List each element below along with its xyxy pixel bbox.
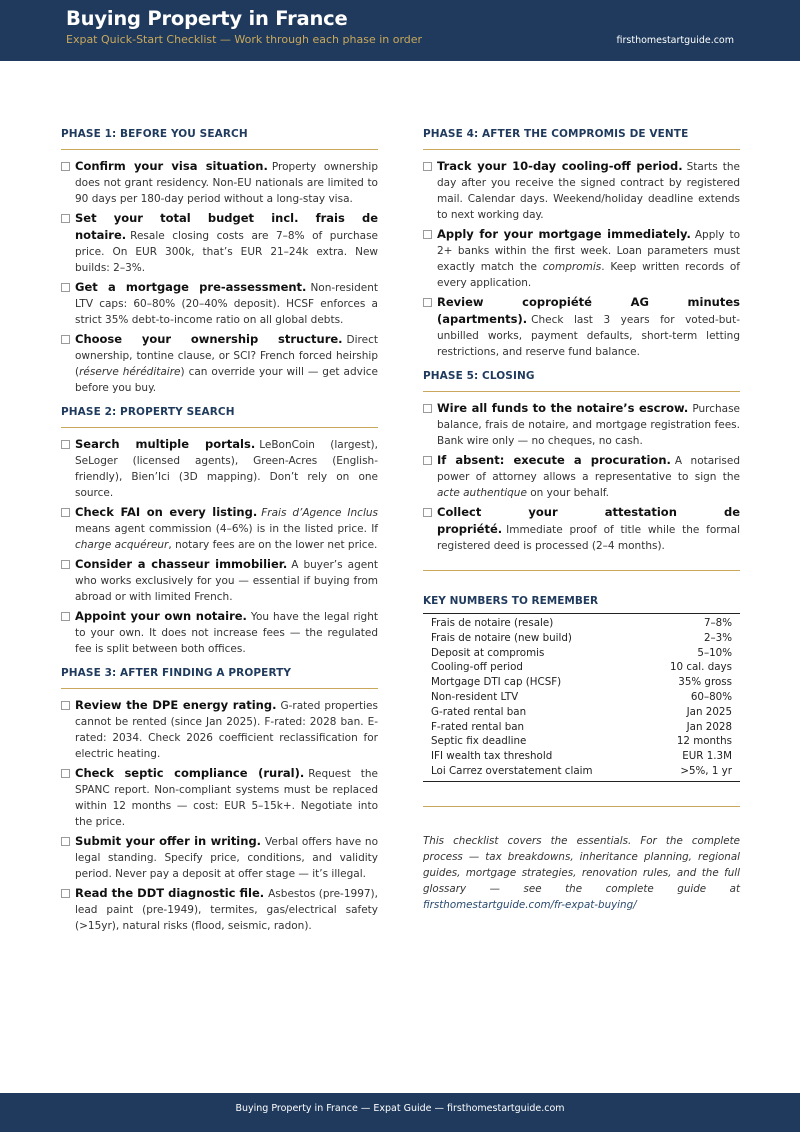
key-number-row xyxy=(423,631,740,646)
checklist-item-text xyxy=(75,885,378,934)
key-number-value: 10 cal. days xyxy=(669,661,732,674)
right-column xyxy=(423,128,740,913)
checklist-item-title: Apply for your mortgage immediately. xyxy=(437,227,691,241)
checkbox[interactable] xyxy=(61,162,70,171)
checklist-item xyxy=(423,400,740,449)
key-number-row xyxy=(423,720,740,735)
checkbox[interactable] xyxy=(61,889,70,898)
checklist-item-description: Property ownership does not grant residency. Non-EU nationals are limited to 90 days per 180-day period without a long-stay visa. xyxy=(75,161,378,205)
key-numbers-section xyxy=(423,595,740,782)
checklist-item-text xyxy=(75,833,378,882)
checkbox[interactable] xyxy=(61,701,70,710)
checklist-item-text xyxy=(75,504,378,553)
checklist-item-title: Check septic compliance (rural). xyxy=(75,766,305,780)
checkbox[interactable] xyxy=(61,508,70,517)
checklist-item-description: A notarised power of attorney allows a representative to sign the xyxy=(437,455,741,483)
checklist-item-description: Request the SPANC report. Non-compliant systems must be replaced within 12 months — cost: EUR 5–15k+. Negotiate into the price. xyxy=(75,768,378,828)
key-number-label: Deposit at compromis xyxy=(431,646,545,659)
checklist-item-description: G-rated properties cannot be rented (since Jan 2025). F-rated: 2028 ban. E-rated: 2034. Check 2026 coefficient reclassification for electric heating. xyxy=(75,700,378,760)
phase-heading: PHASE 4: AFTER THE COMPROMIS DE VENTE xyxy=(423,128,740,150)
left-column xyxy=(61,128,378,944)
closing-note xyxy=(423,833,740,913)
checklist-item xyxy=(61,210,378,276)
key-number-label: Frais de notaire (resale) xyxy=(431,617,554,629)
key-number-row xyxy=(423,705,740,720)
phase-heading: PHASE 1: BEFORE YOU SEARCH xyxy=(61,128,378,150)
key-number-row xyxy=(423,734,740,749)
phase-section xyxy=(423,128,740,360)
checklist xyxy=(423,400,740,554)
checkbox[interactable] xyxy=(61,440,70,449)
checklist-item-description: Apply to 2+ banks within the first week. Loan parameters must exactly match the xyxy=(437,229,740,273)
page-footer xyxy=(0,1093,800,1132)
key-number-value: 7–8% xyxy=(703,617,732,629)
checklist xyxy=(61,436,378,657)
checklist-item-title: Appoint your own notaire. xyxy=(75,609,247,623)
page-header xyxy=(0,0,800,61)
key-number-value: 35% gross xyxy=(678,676,732,689)
checklist-item xyxy=(423,294,740,360)
checklist-item-text xyxy=(75,158,378,207)
key-number-label: Cooling-off period xyxy=(431,661,523,674)
checklist-item xyxy=(61,279,378,328)
section-divider xyxy=(423,570,740,571)
key-number-row xyxy=(423,646,740,661)
key-number-value: >5%, 1 yr xyxy=(680,764,732,777)
checklist-item-description: Purchase balance, frais de notaire, and mortgage registration fees. Bank wire only — no cheques, no cash. xyxy=(437,403,740,447)
section-divider xyxy=(423,806,740,807)
phase-section xyxy=(61,128,378,396)
page-subtitle: Expat Quick-Start Checklist — Work through each phase in order xyxy=(66,33,423,46)
checklist-item-title: Confirm your visa situation. xyxy=(75,159,268,173)
key-number-value: 60–80% xyxy=(690,690,732,703)
checklist-item-description: Non-resident LTV caps: 60–80% (20–40% deposit). HCSF enforces a strict 35% debt-to-income ratio on all global debts. xyxy=(75,282,378,326)
checklist-item-text xyxy=(75,765,378,830)
checklist-item-description: means agent commission (4–6%) is in the listed price. If xyxy=(75,523,378,535)
key-number-label: G-rated rental ban xyxy=(431,705,527,718)
phase-heading: PHASE 3: AFTER FINDING A PROPERTY xyxy=(61,667,378,689)
checklist-item xyxy=(61,556,378,605)
checklist-item-title: Consider a chasseur immobilier. xyxy=(75,557,288,571)
key-number-row xyxy=(423,675,740,690)
checklist-item-description: , notary fees are on the lower net price. xyxy=(168,539,378,551)
key-number-value: Jan 2028 xyxy=(686,720,732,733)
key-numbers-table xyxy=(423,614,740,782)
checkbox[interactable] xyxy=(61,560,70,569)
key-number-label: Non-resident LTV xyxy=(431,690,519,703)
checklist-item-text xyxy=(437,452,740,501)
key-number-value: 12 months xyxy=(676,735,732,748)
checklist-item-term: acte authentique xyxy=(437,487,527,499)
key-number-row xyxy=(423,690,740,705)
checklist-item xyxy=(61,833,378,882)
checklist-item-text xyxy=(75,436,378,501)
guide-link[interactable]: firsthomestartguide.com/fr-expat-buying/ xyxy=(423,898,637,911)
checklist-item-title: If absent: execute a procuration. xyxy=(437,453,671,467)
checklist-item-title: Submit your offer in writing. xyxy=(75,834,262,848)
checkbox[interactable] xyxy=(423,404,432,413)
checklist-item-description: Immediate proof of title while the formal registered deed is processed (2–4 months). xyxy=(437,524,740,552)
checklist-item-title: Wire all funds to the notaire’s escrow. xyxy=(437,401,689,415)
checkbox[interactable] xyxy=(423,230,432,239)
checklist-item-description: You have the legal right to your own. It does not increase fees — the regulated fee is split between both offices. xyxy=(75,611,378,655)
checklist xyxy=(61,697,378,934)
checklist-item xyxy=(61,765,378,830)
checklist-item-text xyxy=(437,400,740,449)
checkbox[interactable] xyxy=(61,837,70,846)
checklist-item-description: A buyer’s agent who works exclusively for you — essential if buying from abroad or with limited French. xyxy=(75,559,378,603)
checklist-item-text xyxy=(437,504,740,554)
phase-heading: PHASE 2: PROPERTY SEARCH xyxy=(61,406,378,428)
checklist-item-title: Choose your ownership structure. xyxy=(75,332,343,346)
checklist-item-title: Set your total budget incl. frais de notaire. xyxy=(75,211,378,242)
checklist-item-term: compromis xyxy=(542,261,602,273)
key-number-row xyxy=(423,660,740,675)
checklist-item-term: réserve héréditaire xyxy=(79,366,181,378)
checklist-item-text xyxy=(75,608,378,657)
checklist-item xyxy=(61,504,378,553)
checkbox[interactable] xyxy=(61,214,70,223)
checklist-item-text xyxy=(437,294,740,360)
checklist-item xyxy=(61,158,378,207)
checklist-item-description: Verbal offers have no legal standing. Specify price, conditions, and validity period. Never pay a deposit at offer stage — it’s illegal. xyxy=(75,836,378,880)
checkbox[interactable] xyxy=(61,612,70,621)
key-number-label: Frais de notaire (new build) xyxy=(431,631,572,644)
checklist-item-description: LeBonCoin (largest), SeLoger (licensed agents), Green-Acres (English-friendly), Bien’Ici (3D mapping). Don’t rely on one source. xyxy=(75,439,378,499)
checkbox[interactable] xyxy=(61,283,70,292)
checklist-item-description: Starts the day after you receive the signed contract by registered mail. Calendar days. Weekend/holiday deadline extends to next working day. xyxy=(437,161,740,221)
checkbox[interactable] xyxy=(423,508,432,517)
checklist-item-title: Search multiple portals. xyxy=(75,437,256,451)
checklist-item xyxy=(61,331,378,396)
checklist-item-text xyxy=(437,158,740,223)
key-number-label: Loi Carrez overstatement claim xyxy=(431,764,593,777)
checklist-item xyxy=(61,436,378,501)
checklist-item-title: Review the DPE energy rating. xyxy=(75,698,277,712)
phase-section xyxy=(423,370,740,554)
key-number-value: Jan 2025 xyxy=(686,705,732,718)
key-number-value: 5–10% xyxy=(697,646,732,659)
checklist-item xyxy=(423,226,740,291)
checklist-item-term: Frais d’Agence Inclus xyxy=(261,507,378,519)
checklist-item-title: Check FAI on every listing. xyxy=(75,505,258,519)
checkbox[interactable] xyxy=(423,456,432,465)
checklist-item-title: Get a mortgage pre-assessment. xyxy=(75,280,307,294)
checklist-item-title: Track your 10-day cooling-off period. xyxy=(437,159,683,173)
checklist-item-description: ) can override your will — get advice before you buy. xyxy=(75,366,378,394)
phase-heading: PHASE 5: CLOSING xyxy=(423,370,740,392)
checklist-item-title: Collect your attestation de propriété. xyxy=(437,505,740,536)
key-number-row xyxy=(423,614,740,631)
checklist-item-text xyxy=(75,331,378,396)
phase-section xyxy=(61,667,378,934)
checklist xyxy=(423,158,740,360)
checklist-item-description: Direct ownership, tontine clause, or SCI? French forced heirship ( xyxy=(75,334,378,378)
checklist-item-text xyxy=(75,697,378,762)
key-number-row xyxy=(423,749,740,764)
checklist-item-description: Resale closing costs are 7–8% of purchase price. On EUR 300k, that’s EUR 21–24k extra. New builds: 2–3%. xyxy=(75,230,378,274)
checklist xyxy=(61,158,378,396)
footer-text: Buying Property in France — Expat Guide — firsthomestartguide.com xyxy=(235,1103,565,1114)
checkbox[interactable] xyxy=(423,162,432,171)
checklist-item-description: on your behalf. xyxy=(526,487,610,499)
key-number-value: EUR 1.3M xyxy=(682,750,732,763)
page-title: Buying Property in France xyxy=(66,7,348,30)
checklist-item-title: Read the DDT diagnostic file. xyxy=(75,886,265,900)
checklist-item-text xyxy=(75,556,378,605)
key-number-label: F-rated rental ban xyxy=(431,720,525,733)
key-number-label: Septic fix deadline xyxy=(431,735,527,748)
checklist-item-description: Asbestos (pre-1997), lead paint (pre-1949), termites, gas/electrical safety (>15yr), natural risks (flood, seismic, radon). xyxy=(75,888,378,932)
closing-note-text: This checklist covers the essentials. For the complete process — tax breakdowns, inheritance planning, regional guides, mortgage strategies, renovation rules, and the full glossary — see the complete guide at xyxy=(423,834,740,895)
checklist-item xyxy=(423,158,740,223)
checklist-item-text xyxy=(437,226,740,291)
checkbox[interactable] xyxy=(61,769,70,778)
checklist-item-term: charge acquéreur xyxy=(75,539,169,551)
checkbox[interactable] xyxy=(423,298,432,307)
checklist-item-title: Review copropiété AG minutes (apartments). xyxy=(437,295,740,326)
checklist-item xyxy=(423,452,740,501)
checklist-item xyxy=(61,885,378,934)
key-number-value: 2–3% xyxy=(703,631,732,644)
checklist-item xyxy=(61,608,378,657)
header-site-link[interactable]: firsthomestartguide.com xyxy=(616,35,734,46)
checkbox[interactable] xyxy=(61,335,70,344)
phase-section xyxy=(61,406,378,657)
key-number-label: Mortgage DTI cap (HCSF) xyxy=(431,676,562,689)
key-number-row xyxy=(423,764,740,781)
checklist-item-description: Check last 3 years for voted-but-unbilled works, payment defaults, short-term letting restrictions, and reserve fund balance. xyxy=(437,314,740,358)
checklist-item xyxy=(423,504,740,554)
key-numbers-heading: KEY NUMBERS TO REMEMBER xyxy=(423,595,740,614)
checklist-item-description: . Keep written records of every application. xyxy=(437,261,740,289)
checklist-item xyxy=(61,697,378,762)
checklist-item-text xyxy=(75,279,378,328)
key-number-label: IFI wealth tax threshold xyxy=(431,750,553,763)
checklist-item-text xyxy=(75,210,378,276)
